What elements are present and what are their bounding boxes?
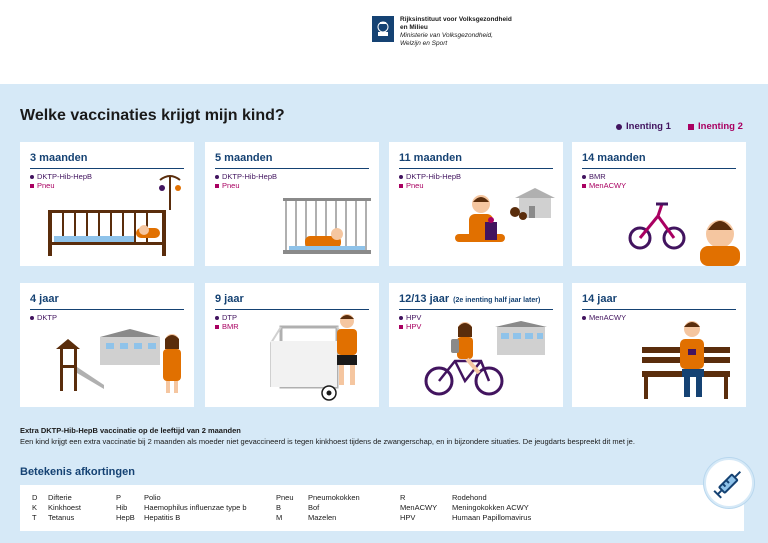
- abbr-key: P: [116, 493, 122, 502]
- vaccine-dose-1: [399, 172, 461, 181]
- abbr-value: Meningokokken ACWY: [452, 503, 529, 512]
- abbr-key: HepB: [116, 513, 135, 522]
- divider: [30, 168, 184, 169]
- vaccine-list: [399, 172, 461, 190]
- abbr-row: [276, 493, 360, 503]
- card-age: [399, 293, 540, 305]
- card-4-jaar: [20, 283, 194, 407]
- vaccine-label: MenACWY: [589, 313, 627, 322]
- vaccine-list: [215, 313, 239, 331]
- vaccine-dose-2: [215, 181, 277, 190]
- abbr-value: Bof: [308, 503, 320, 512]
- legend-label-2: Inenting 2: [698, 121, 743, 132]
- vaccine-dose-1: [215, 172, 277, 181]
- extra-vaccination-title: Extra DKTP-Hib-HepB vaccinatie op de leeftijd van 2 maanden: [20, 426, 241, 435]
- dose-1-marker-icon: [399, 175, 403, 179]
- abbr-key: M: [276, 513, 283, 522]
- vaccine-label: DKTP-Hib-HepB: [406, 172, 462, 181]
- extra-vaccination-text: Een kind krijgt een extra vaccinatie bij 2 maanden als moeder niet gevaccineerd is tegen kinkhoest tijdens de zwangerschap, en in bijzondere situaties. De jeugdarts bespreekt dit met je.: [20, 437, 635, 446]
- dose-1-marker-icon: [30, 175, 34, 179]
- card-14-maanden: [572, 142, 746, 266]
- card-5-maanden: [205, 142, 379, 266]
- vaccine-list: [582, 172, 626, 190]
- vaccine-list: [215, 172, 277, 190]
- abbr-column-3: [276, 493, 360, 523]
- card-12-13-jaar: [389, 283, 563, 407]
- dose-2-marker-icon: [399, 184, 403, 188]
- abbr-key: T: [32, 513, 37, 522]
- abbr-value: Mazelen: [308, 513, 337, 522]
- card-age: 9 jaar: [215, 293, 244, 305]
- card-11-maanden: [389, 142, 563, 266]
- dose-2-marker-icon: [582, 184, 586, 188]
- abbr-value: Humaan Papillomavirus: [452, 513, 532, 522]
- abbr-row: [276, 503, 360, 513]
- card-age: 11 maanden: [399, 152, 462, 164]
- dose-1-marker-icon: [30, 316, 34, 320]
- card-age-note: (2e inenting half jaar later): [453, 297, 541, 304]
- vaccine-dose-1: [30, 313, 57, 322]
- dose-2-marker-icon: [30, 184, 34, 188]
- dose-1-marker-icon: [399, 316, 403, 320]
- vaccine-label: DKTP-Hib-HepB: [37, 172, 93, 181]
- org-name-line1: Rijksinstituut voor Volksgezondheid: [400, 16, 512, 23]
- divider: [582, 168, 736, 169]
- abbr-value: Hepatitis B: [144, 513, 181, 522]
- abbr-key: HPV: [400, 513, 416, 522]
- dose-1-marker-icon: [582, 316, 586, 320]
- abbr-value: Kinkhoest: [48, 503, 81, 512]
- legend-label-1: Inenting 1: [626, 121, 671, 132]
- vaccine-label: DTP: [222, 313, 237, 322]
- abbr-key: B: [276, 503, 282, 512]
- abbr-row: [32, 493, 81, 503]
- card-3-maanden: [20, 142, 194, 266]
- dose-1-marker-icon: [215, 316, 219, 320]
- vaccine-label: DKTP: [37, 313, 58, 322]
- ministry-line1: Ministerie van Volksgezondheid,: [400, 32, 493, 39]
- card-age: 5 maanden: [215, 152, 273, 164]
- card-14-jaar: [572, 283, 746, 407]
- dose-1-marker-icon: [582, 175, 586, 179]
- abbr-column-4: [400, 493, 531, 523]
- abbreviations-table: [20, 485, 744, 531]
- abbr-row: [400, 503, 531, 513]
- vaccine-label: Pneu: [222, 181, 240, 190]
- abbr-value: Haemophilus influenzae type b: [144, 503, 247, 512]
- divider: [215, 309, 369, 310]
- abbr-column-1: [32, 493, 81, 523]
- card-age: 14 maanden: [582, 152, 646, 164]
- dose-2-marker-icon: [215, 184, 219, 188]
- abbr-key: Hib: [116, 503, 128, 512]
- vaccine-label: BMR: [222, 322, 239, 331]
- vaccine-label: DKTP-Hib-HepB: [222, 172, 278, 181]
- vaccine-dose-1: [399, 313, 421, 322]
- legend-inenting-2: [688, 121, 743, 132]
- abbr-value: Pneumokokken: [308, 493, 360, 502]
- divider: [215, 168, 369, 169]
- abbr-key: Pneu: [276, 493, 294, 502]
- abbr-row: [116, 503, 247, 513]
- abbr-row: [116, 513, 247, 523]
- dose-1-marker-icon: [616, 124, 622, 130]
- abbreviations-title: Betekenis afkortingen: [20, 466, 135, 478]
- vaccine-label: HPV: [406, 313, 422, 322]
- vaccine-dose-2: [399, 181, 461, 190]
- header: [0, 0, 768, 84]
- abbr-value: Difterie: [48, 493, 72, 502]
- card-age: 14 jaar: [582, 293, 617, 305]
- vaccine-list: [30, 313, 57, 322]
- legend-inenting-1: [616, 121, 671, 132]
- rijksoverheid-logo: [372, 16, 394, 42]
- abbr-row: [32, 503, 81, 513]
- page-title: Welke vaccinaties krijgt mijn kind?: [20, 107, 285, 124]
- abbr-row: [32, 513, 81, 523]
- card-9-jaar: [205, 283, 379, 407]
- card-age-text: 12/13 jaar: [399, 293, 450, 305]
- divider: [582, 309, 736, 310]
- abbr-value: Rodehond: [452, 493, 487, 502]
- dose-2-marker-icon: [215, 325, 219, 329]
- vaccine-dose-1: [30, 172, 92, 181]
- abbr-key: K: [32, 503, 38, 512]
- vaccine-dose-1: [215, 313, 239, 322]
- dose-2-marker-icon: [399, 325, 403, 329]
- abbr-row: [116, 493, 247, 503]
- vaccine-label: Pneu: [37, 181, 55, 190]
- divider: [30, 309, 184, 310]
- abbr-row: [400, 513, 531, 523]
- abbr-row: [400, 493, 531, 503]
- divider: [399, 168, 553, 169]
- abbr-key: R: [400, 493, 406, 502]
- vaccine-dose-2: [215, 322, 239, 331]
- abbr-row: [276, 513, 360, 523]
- syringe-icon: [704, 458, 754, 508]
- vaccine-dose-2: [582, 181, 626, 190]
- abbr-key: MenACWY: [400, 503, 438, 512]
- card-age: 3 maanden: [30, 152, 88, 164]
- vaccine-label: HPV: [406, 322, 422, 331]
- vaccine-label: MenACWY: [589, 181, 627, 190]
- vaccine-label: Pneu: [406, 181, 424, 190]
- vaccine-dose-2: [30, 181, 92, 190]
- vaccine-dose-2: [399, 322, 421, 331]
- organisation-name: [400, 16, 512, 48]
- abbr-value: Polio: [144, 493, 161, 502]
- vaccine-dose-1: [582, 313, 626, 322]
- vaccine-list: [399, 313, 421, 331]
- abbr-value: Tetanus: [48, 513, 75, 522]
- abbr-column-2: [116, 493, 247, 523]
- ministry-line2: Welzijn en Sport: [400, 40, 448, 47]
- org-name-line2: en Milieu: [400, 24, 428, 31]
- vaccine-list: [30, 172, 92, 190]
- card-age: 4 jaar: [30, 293, 59, 305]
- dose-2-marker-icon: [688, 124, 694, 130]
- divider: [399, 309, 553, 310]
- vaccine-dose-1: [582, 172, 626, 181]
- abbr-key: D: [32, 493, 38, 502]
- vaccine-label: BMR: [589, 172, 606, 181]
- dose-1-marker-icon: [215, 175, 219, 179]
- vaccine-list: [582, 313, 626, 322]
